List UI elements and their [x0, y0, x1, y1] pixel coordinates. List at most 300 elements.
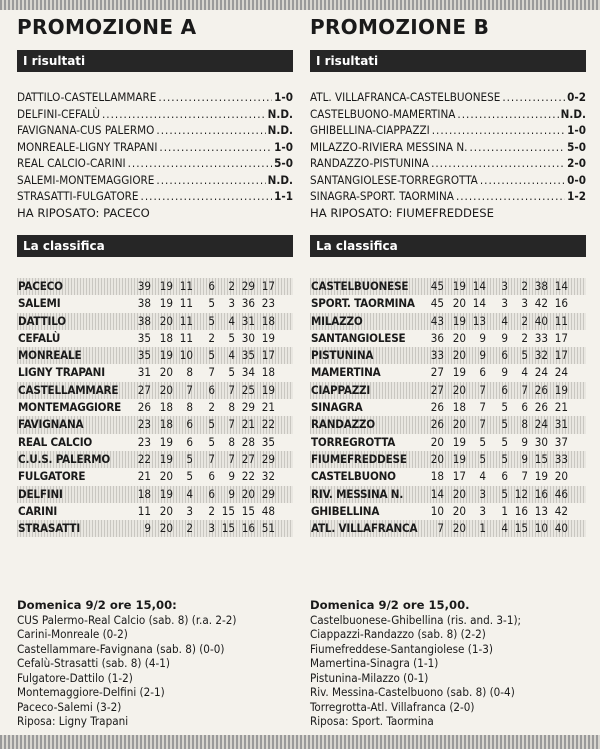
cell-goals-against: 17: [261, 279, 275, 293]
cell-drawn: 6: [501, 469, 508, 484]
rest-note: HA RIPOSATO: PACECO: [17, 205, 150, 220]
result-match: REAL CALCIO-CARINI: [17, 156, 126, 170]
cell-goals-for: 26: [534, 400, 548, 415]
cell-drawn: 6: [208, 382, 215, 397]
table-row: [310, 468, 586, 485]
cell-played: 19: [159, 451, 173, 466]
cell-goals-against: 24: [554, 365, 568, 380]
cell-goals-for: 10: [534, 521, 548, 536]
cell-won: 5: [479, 451, 486, 466]
cell-drawn: 1: [501, 503, 508, 518]
cell-points: 36: [430, 330, 444, 345]
cell-goals-against: 29: [261, 486, 275, 501]
cell-goals-for: 19: [534, 469, 548, 484]
leader-dots: [480, 172, 565, 189]
cell-lost: 2: [521, 313, 528, 328]
cell-won: 14: [472, 279, 486, 293]
cell-won: 4: [186, 486, 193, 501]
cell-drawn: 3: [501, 279, 508, 293]
cell-team: ATL. VILLAFRANCA: [311, 521, 418, 536]
schedule-item: Mamertina-Sinagra (1-1): [310, 656, 439, 670]
cell-goals-for: 21: [241, 417, 255, 432]
cell-lost: 9: [228, 469, 235, 484]
cell-goals-against: 42: [554, 503, 568, 518]
result-score: 5-0: [567, 139, 586, 154]
schedule-item: Riv. Messina-Castelbuono (sab. 8) (0-4): [310, 685, 515, 699]
table-row: [310, 486, 586, 503]
cell-lost: 15: [221, 503, 235, 518]
cell-won: 4: [479, 469, 486, 484]
cell-played: 20: [159, 313, 173, 328]
cell-points: 35: [137, 348, 151, 363]
cell-team: MONTEMAGGIORE: [18, 400, 122, 415]
result-row: [310, 172, 586, 189]
cell-played: 17: [452, 469, 466, 484]
result-match: MONREALE-LIGNY TRAPANI: [17, 139, 158, 154]
result-row: [17, 188, 293, 205]
cell-lost: 7: [521, 382, 528, 397]
schedule: [310, 598, 600, 729]
cell-goals-for: 24: [534, 365, 548, 380]
cell-drawn: 9: [501, 365, 508, 380]
leader-dots: [159, 139, 272, 156]
cell-goals-for: 33: [534, 330, 548, 345]
cell-played: 18: [159, 417, 173, 432]
cell-goals-for: 42: [534, 296, 548, 311]
results-header: I risultati: [17, 50, 293, 72]
result-row: [17, 122, 293, 139]
result-row: [310, 155, 586, 172]
schedule-item: CUS Palermo-Real Calcio (sab. 8) (r.a. 2-2): [17, 612, 237, 627]
cell-played: 20: [452, 382, 466, 397]
cell-lost: 7: [228, 451, 235, 466]
cell-played: 20: [452, 503, 466, 518]
leader-dots: [102, 106, 266, 123]
cell-lost: 5: [228, 365, 235, 380]
cell-lost: 5: [521, 348, 528, 363]
cell-drawn: 9: [501, 330, 508, 345]
cell-drawn: 6: [501, 348, 508, 363]
cell-played: 19: [159, 348, 173, 363]
cell-drawn: 5: [208, 313, 215, 328]
result-score: 5-0: [274, 156, 293, 170]
result-row: [17, 155, 293, 172]
cell-played: 19: [159, 279, 173, 293]
cell-team: DELFINI: [18, 486, 63, 501]
cell-goals-for: 32: [534, 348, 548, 363]
cell-won: 3: [479, 503, 486, 518]
result-match: DATTILO-CASTELLAMMARE: [17, 90, 157, 104]
cell-team: DATTILO: [18, 313, 66, 328]
table-row: [310, 295, 586, 312]
cell-lost: 4: [228, 313, 235, 328]
cell-drawn: 3: [208, 521, 215, 536]
result-score: 1-0: [567, 123, 586, 137]
schedule-item: Montemaggiore-Delfini (2-1): [17, 685, 165, 699]
leader-dots: [128, 155, 273, 172]
cell-played: 19: [452, 313, 466, 328]
cell-lost: 7: [521, 469, 528, 484]
cell-team: CEFALÙ: [18, 330, 61, 345]
cell-points: 45: [430, 279, 444, 293]
cell-goals-for: 27: [241, 451, 255, 466]
cell-goals-against: 31: [554, 417, 568, 432]
cell-won: 10: [179, 348, 193, 363]
table-row: [310, 347, 586, 364]
schedule: [17, 598, 307, 729]
cell-goals-for: 31: [241, 313, 255, 328]
leader-dots: [431, 155, 565, 172]
cell-drawn: 6: [501, 382, 508, 397]
standings-header: La classifica: [17, 235, 293, 257]
schedule-item: Carini-Monreale (0-2): [17, 627, 128, 641]
cell-points: 14: [430, 486, 444, 501]
cell-drawn: 5: [501, 400, 508, 415]
cell-lost: 9: [521, 434, 528, 449]
cell-points: 27: [430, 382, 444, 397]
cell-drawn: 2: [208, 330, 215, 345]
cell-points: 23: [137, 434, 151, 449]
cell-played: 18: [159, 400, 173, 415]
cell-team: CASTELBUONO: [311, 469, 396, 484]
cell-goals-for: 35: [241, 348, 255, 363]
cell-points: 26: [430, 400, 444, 415]
cell-lost: 12: [514, 486, 528, 501]
cell-lost: 9: [521, 451, 528, 466]
cell-goals-for: 34: [241, 365, 255, 380]
cell-played: 19: [452, 365, 466, 380]
rest-note: HA RIPOSATO: FIUMEFREDDESE: [310, 205, 494, 220]
cell-won: 8: [186, 365, 193, 380]
table-row: [17, 468, 293, 485]
cell-lost: 5: [228, 330, 235, 345]
cell-goals-against: 20: [554, 469, 568, 484]
result-row: [310, 122, 586, 139]
table-row: [310, 382, 586, 399]
cell-points: 26: [137, 400, 151, 415]
leader-dots: [457, 106, 558, 123]
table-row: [310, 313, 586, 330]
cell-goals-for: 16: [241, 521, 255, 536]
results-list: [17, 89, 293, 205]
cell-won: 11: [179, 279, 193, 293]
cell-played: 20: [452, 348, 466, 363]
cell-goals-for: 25: [241, 382, 255, 397]
cell-goals-against: 51: [261, 521, 275, 536]
cell-goals-for: 40: [534, 313, 548, 328]
table-row: [310, 364, 586, 381]
leader-dots: [156, 172, 265, 189]
cell-won: 6: [186, 417, 193, 432]
cell-played: 20: [159, 469, 173, 484]
cell-points: 18: [137, 486, 151, 501]
cell-played: 19: [159, 296, 173, 311]
result-score: N.D.: [267, 123, 293, 137]
cell-team: SPORT. TAORMINA: [311, 296, 415, 311]
table-row: [310, 330, 586, 347]
cell-played: 20: [452, 521, 466, 536]
cell-won: 7: [479, 382, 486, 397]
cell-won: 5: [186, 451, 193, 466]
cell-goals-for: 30: [241, 330, 255, 345]
cell-goals-against: 35: [261, 434, 275, 449]
cell-drawn: 3: [501, 296, 508, 311]
leader-dots: [156, 122, 265, 139]
cell-lost: 8: [521, 417, 528, 432]
cell-lost: 2: [521, 279, 528, 293]
result-row: [310, 139, 586, 156]
cell-goals-against: 29: [261, 451, 275, 466]
cell-played: 20: [452, 296, 466, 311]
cell-played: 20: [452, 417, 466, 432]
cell-team: SALEMI: [18, 296, 61, 311]
cell-points: 18: [430, 469, 444, 484]
top-stripe: [0, 0, 600, 10]
schedule-title: Domenica 9/2 ore 15,00.: [310, 598, 470, 612]
cell-points: 22: [137, 451, 151, 466]
cell-team: FIUMEFREDDESE: [311, 451, 407, 466]
cell-team: C.U.S. PALERMO: [18, 451, 111, 466]
cell-lost: 7: [228, 417, 235, 432]
cell-played: 18: [452, 400, 466, 415]
cell-goals-for: 29: [241, 279, 255, 293]
schedule-item: Pistunina-Milazzo (0-1): [310, 670, 429, 685]
cell-drawn: 5: [208, 296, 215, 311]
result-score: N.D.: [560, 106, 586, 121]
cell-goals-against: 17: [554, 348, 568, 363]
schedule-item: Castellammare-Favignana (sab. 8) (0-0): [17, 641, 225, 656]
cell-points: 31: [137, 365, 151, 380]
cell-points: 38: [137, 313, 151, 328]
cell-drawn: 5: [501, 451, 508, 466]
cell-played: 20: [159, 365, 173, 380]
cell-won: 6: [479, 365, 486, 380]
cell-won: 11: [179, 296, 193, 311]
cell-goals-against: 17: [554, 330, 568, 345]
result-score: 2-0: [567, 156, 586, 170]
leader-dots: [141, 188, 273, 205]
cell-goals-for: 29: [241, 400, 255, 415]
cell-team: CARINI: [18, 503, 58, 518]
result-match: MILAZZO-RIVIERA MESSINA N.: [310, 139, 468, 154]
cell-team: PISTUNINA: [311, 348, 374, 363]
schedule-item: Ciappazzi-Randazzo (sab. 8) (2-2): [310, 627, 486, 641]
schedule-item: Torregrotta-Atl. Villafranca (2-0): [310, 699, 475, 714]
cell-team: REAL CALCIO: [18, 434, 93, 449]
cell-team: LIGNY TRAPANI: [18, 365, 105, 380]
cell-drawn: 6: [208, 469, 215, 484]
leader-dots: [432, 122, 565, 139]
table-row: [17, 486, 293, 503]
result-score: 0-2: [567, 90, 586, 104]
result-score: 1-0: [274, 90, 293, 104]
cell-goals-against: 32: [261, 469, 275, 484]
result-match: SALEMI-MONTEMAGGIORE: [17, 172, 155, 187]
result-row: [17, 106, 293, 123]
cell-lost: 3: [521, 296, 528, 311]
cell-played: 20: [159, 521, 173, 536]
cell-drawn: 5: [501, 434, 508, 449]
cell-lost: 4: [228, 348, 235, 363]
cell-lost: 2: [521, 330, 528, 345]
cell-team: PACECO: [18, 279, 63, 293]
cell-drawn: 4: [501, 313, 508, 328]
cell-played: 19: [159, 486, 173, 501]
cell-team: FAVIGNANA: [18, 417, 84, 432]
cell-team: FULGATORE: [18, 469, 86, 484]
cell-won: 2: [186, 521, 193, 536]
result-match: SANTANGIOLESE-TORREGROTTA: [310, 172, 478, 187]
result-row: [17, 139, 293, 156]
result-score: 1-1: [274, 189, 293, 203]
section-title: PROMOZIONE A: [17, 15, 197, 39]
cell-goals-against: 33: [554, 451, 568, 466]
cell-goals-for: 20: [241, 486, 255, 501]
cell-team: CASTELBUONESE: [311, 279, 409, 293]
cell-played: 20: [159, 503, 173, 518]
table-row: [17, 382, 293, 399]
cell-team: MONREALE: [18, 348, 82, 363]
result-score: 0-0: [567, 172, 586, 187]
cell-played: 20: [159, 382, 173, 397]
cell-played: 20: [452, 330, 466, 345]
cell-points: 43: [430, 313, 444, 328]
cell-goals-for: 38: [534, 279, 548, 293]
cell-drawn: 6: [208, 486, 215, 501]
cell-won: 7: [479, 417, 486, 432]
table-row: [310, 434, 586, 451]
cell-played: 19: [452, 434, 466, 449]
standings-table: [310, 278, 586, 537]
schedule-item: Paceco-Salemi (3-2): [17, 699, 122, 714]
result-score: N.D.: [267, 106, 293, 121]
schedule-title: Domenica 9/2 ore 15,00:: [17, 598, 177, 612]
cell-team: TORREGROTTA: [311, 434, 396, 449]
standings-table: [17, 278, 293, 537]
cell-played: 20: [452, 486, 466, 501]
table-row: [310, 503, 586, 520]
cell-won: 1: [479, 521, 486, 536]
cell-lost: 16: [514, 503, 528, 518]
table-row: [17, 416, 293, 433]
schedule-item: Riposa: Sport. Taormina: [310, 714, 434, 728]
cell-goals-against: 18: [261, 313, 275, 328]
cell-goals-against: 46: [554, 486, 568, 501]
result-row: [310, 106, 586, 123]
leader-dots: [456, 188, 565, 205]
schedule-item: Fiumefreddese-Santangiolese (1-3): [310, 641, 493, 656]
cell-points: 21: [137, 469, 151, 484]
cell-won: 5: [479, 434, 486, 449]
table-row: [310, 278, 586, 295]
cell-points: 10: [430, 503, 444, 518]
result-match: DELFINI-CEFALÙ: [17, 106, 100, 121]
cell-goals-against: 40: [554, 521, 568, 536]
cell-lost: 8: [228, 400, 235, 415]
cell-goals-against: 17: [261, 348, 275, 363]
cell-won: 14: [472, 296, 486, 311]
cell-won: 7: [186, 382, 193, 397]
cell-goals-against: 11: [554, 313, 568, 328]
cell-won: 3: [186, 503, 193, 518]
cell-drawn: 2: [208, 400, 215, 415]
cell-won: 8: [186, 400, 193, 415]
cell-goals-against: 19: [261, 382, 275, 397]
results-list: [310, 89, 586, 205]
cell-goals-for: 22: [241, 469, 255, 484]
cell-team: SANTANGIOLESE: [311, 330, 406, 345]
cell-team: SINAGRA: [311, 400, 363, 415]
result-row: [17, 172, 293, 189]
cell-drawn: 2: [208, 503, 215, 518]
results-header: I risultati: [310, 50, 586, 72]
cell-played: 19: [159, 434, 173, 449]
result-match: RANDAZZO-PISTUNINA: [310, 156, 430, 170]
cell-team: RIV. MESSINA N.: [311, 486, 404, 501]
result-match: FAVIGNANA-CUS PALERMO: [17, 123, 155, 137]
table-row: [310, 416, 586, 433]
cell-lost: 7: [228, 382, 235, 397]
cell-points: 38: [137, 296, 151, 311]
cell-team: MAMERTINA: [311, 365, 381, 380]
cell-lost: 15: [221, 521, 235, 536]
column-promozione-b: [310, 14, 586, 728]
cell-played: 19: [452, 451, 466, 466]
cell-won: 5: [186, 469, 193, 484]
cell-points: 20: [430, 451, 444, 466]
cell-points: 11: [137, 503, 151, 518]
cell-drawn: 6: [208, 279, 215, 293]
cell-won: 3: [479, 486, 486, 501]
leader-dots: [502, 89, 565, 106]
cell-won: 9: [479, 348, 486, 363]
cell-points: 9: [144, 521, 151, 536]
cell-goals-for: 16: [534, 486, 548, 501]
cell-team: GHIBELLINA: [311, 503, 380, 518]
cell-points: 33: [430, 348, 444, 363]
result-match: SINAGRA-SPORT. TAORMINA: [310, 189, 454, 203]
cell-drawn: 5: [501, 417, 508, 432]
result-match: CASTELBUONO-MAMERTINA: [310, 106, 456, 121]
leader-dots: [158, 89, 272, 106]
result-row: [310, 188, 586, 205]
cell-goals-against: 22: [261, 417, 275, 432]
result-match: ATL. VILLAFRANCA-CASTELBUONESE: [310, 90, 501, 104]
cell-goals-for: 15: [534, 451, 548, 466]
schedule-list: [17, 613, 307, 729]
cell-goals-against: 21: [261, 400, 275, 415]
cell-points: 26: [430, 417, 444, 432]
table-row: [17, 399, 293, 416]
cell-points: 45: [430, 296, 444, 311]
cell-goals-for: 36: [241, 296, 255, 311]
cell-points: 35: [137, 330, 151, 345]
cell-drawn: 4: [501, 521, 508, 536]
cell-played: 19: [452, 279, 466, 293]
table-row: [17, 451, 293, 468]
cell-won: 13: [472, 313, 486, 328]
cell-drawn: 5: [208, 417, 215, 432]
cell-team: RANDAZZO: [311, 417, 375, 432]
result-score: 1-0: [274, 139, 293, 154]
cell-goals-against: 37: [554, 434, 568, 449]
cell-lost: 15: [514, 521, 528, 536]
cell-points: 7: [437, 521, 444, 536]
cell-drawn: 5: [208, 348, 215, 363]
schedule-list: [310, 613, 600, 729]
table-row: [17, 330, 293, 347]
cell-points: 23: [137, 417, 151, 432]
